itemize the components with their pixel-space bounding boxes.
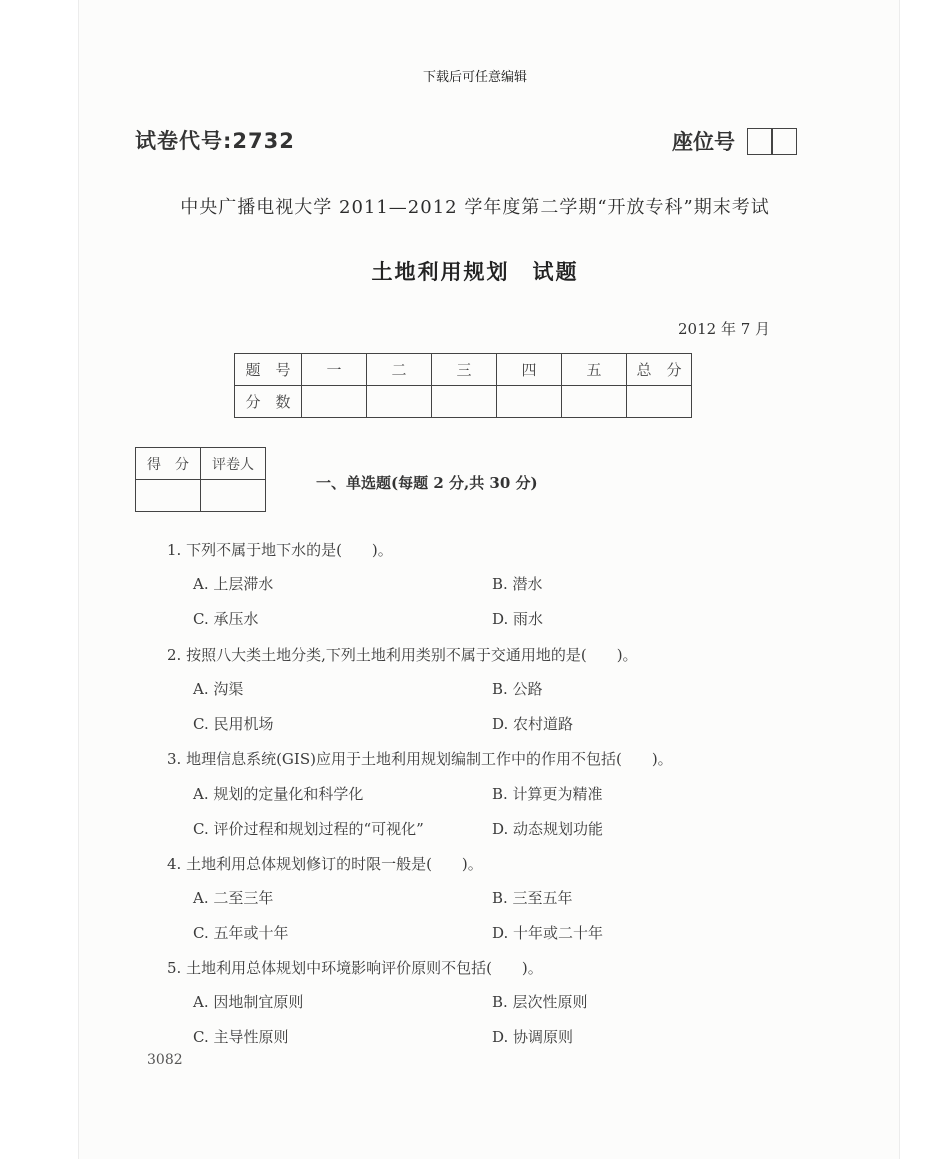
score-header-cell: 四: [497, 354, 562, 386]
subject-title: 土地利用规划 试题: [371, 260, 579, 284]
question-option: C. 评价过程和规划过程的“可视化”: [193, 820, 424, 838]
score-header-cell: 题 号: [235, 354, 302, 386]
section-title: 一、单选题(每题 2 分,共 30 分): [316, 474, 538, 492]
score-header-cell: 总 分: [627, 354, 692, 386]
score-cell: [432, 386, 497, 418]
question-option: B. 三至五年: [492, 889, 573, 907]
question-option: D. 协调原则: [492, 1028, 574, 1046]
score-cell: [497, 386, 562, 418]
page-number: 3082: [147, 1052, 183, 1068]
score-header-cell: 五: [562, 354, 627, 386]
grader-table: [135, 447, 266, 512]
score-cell: [302, 386, 367, 418]
score-cell: [562, 386, 627, 418]
exam-date: 2012 年 7 月: [678, 320, 771, 338]
question-stem: 2. 按照八大类土地分类,下列土地利用类别不属于交通用地的是( )。: [167, 646, 638, 664]
question-stem: 4. 土地利用总体规划修订的时限一般是( )。: [167, 855, 483, 873]
score-header-cell: 二: [367, 354, 432, 386]
score-table-score-row: [235, 386, 692, 418]
grader-name-cell: [201, 480, 266, 512]
seat-label: 座位号: [672, 130, 735, 154]
question-stem: 5. 土地利用总体规划中环境影响评价原则不包括( )。: [167, 959, 543, 977]
seat-number-boxes: [748, 128, 797, 155]
paper-code: 试卷代号:2732: [135, 129, 295, 153]
score-row-label: 分 数: [235, 386, 302, 418]
question-option: A. 规划的定量化和科学化: [193, 785, 364, 803]
score-table-header-row: [235, 354, 692, 386]
exam-title: 中央广播电视大学 2011—2012 学年度第二学期“开放专科”期末考试: [180, 197, 770, 218]
question-option: C. 承压水: [193, 610, 259, 628]
question-stem: 3. 地理信息系统(GIS)应用于土地利用规划编制工作中的作用不包括( )。: [167, 750, 673, 768]
question-option: C. 五年或十年: [193, 924, 289, 942]
score-header-cell: 一: [302, 354, 367, 386]
seat-box: [771, 128, 797, 155]
question-option: C. 主导性原则: [193, 1028, 289, 1046]
question-stem: 1. 下列不属于地下水的是( )。: [167, 541, 393, 559]
question-option: C. 民用机场: [193, 715, 274, 733]
score-table: [234, 353, 692, 418]
question-option: A. 因地制宜原则: [193, 993, 304, 1011]
question-option: A. 沟渠: [193, 680, 244, 698]
question-option: B. 公路: [492, 680, 543, 698]
question-option: D. 动态规划功能: [492, 820, 604, 838]
seat-box: [747, 128, 773, 155]
score-cell: [367, 386, 432, 418]
header-note: 下载后可任意编辑: [422, 70, 527, 85]
score-cell: [627, 386, 692, 418]
question-option: B. 潜水: [492, 575, 543, 593]
question-option: A. 上层滞水: [193, 575, 274, 593]
question-option: D. 农村道路: [492, 715, 574, 733]
grader-name-header: 评卷人: [201, 448, 266, 480]
question-option: B. 层次性原则: [492, 993, 588, 1011]
grader-score-cell: [136, 480, 201, 512]
score-header-cell: 三: [432, 354, 497, 386]
grader-score-header: 得 分: [136, 448, 201, 480]
question-option: B. 计算更为精准: [492, 785, 603, 803]
question-option: D. 十年或二十年: [492, 924, 604, 942]
question-option: A. 二至三年: [193, 889, 274, 907]
question-option: D. 雨水: [492, 610, 544, 628]
